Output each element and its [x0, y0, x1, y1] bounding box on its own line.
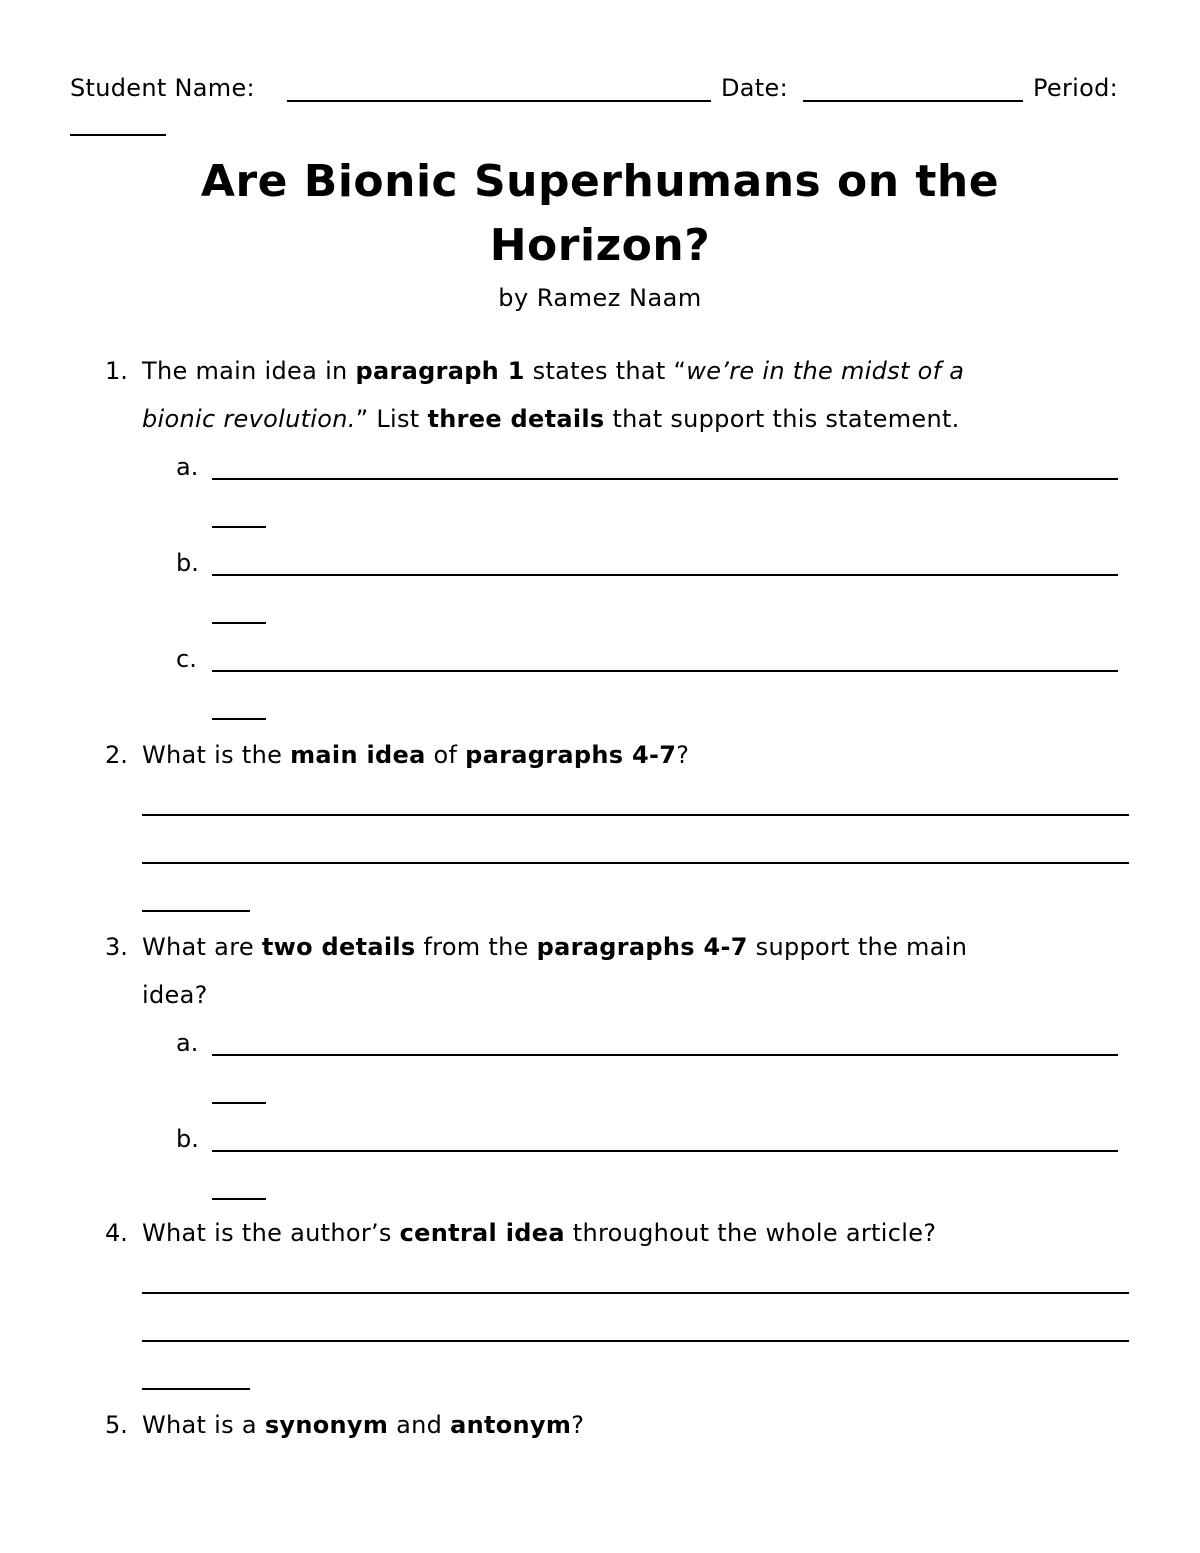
date-label: Date:	[721, 74, 788, 102]
answer-line[interactable]	[142, 862, 1129, 864]
author-byline: by Ramez Naam	[498, 284, 702, 312]
answer-line[interactable]	[212, 718, 266, 720]
answer-line[interactable]	[142, 814, 1129, 816]
question-number: 2.	[105, 741, 128, 769]
question-number: 4.	[105, 1219, 128, 1247]
answer-line[interactable]	[212, 478, 1118, 480]
question-text: What are two details from the paragraphs 4-7 support the main	[142, 933, 968, 961]
answer-line[interactable]	[212, 526, 266, 528]
subitem-label: a.	[176, 1029, 199, 1057]
answer-line[interactable]	[142, 1292, 1129, 1294]
subitem-label: c.	[176, 645, 197, 673]
answer-line[interactable]	[212, 1054, 1118, 1056]
answer-line[interactable]	[142, 1388, 250, 1390]
question-text-continued: idea?	[142, 981, 208, 1009]
period-blank[interactable]	[70, 134, 166, 136]
page-title-line-2: Horizon?	[489, 220, 711, 271]
question-text: What is the main idea of paragraphs 4-7?	[142, 741, 690, 769]
page-title-line-1: Are Bionic Superhumans on the	[200, 156, 1000, 207]
subitem-label: a.	[176, 453, 199, 481]
answer-line[interactable]	[212, 670, 1118, 672]
question-number: 3.	[105, 933, 128, 961]
subitem-label: b.	[176, 1125, 199, 1153]
answer-line[interactable]	[212, 1198, 266, 1200]
answer-line[interactable]	[212, 574, 1118, 576]
question-text-continued: bionic revolution.” List three details that support this statement.	[142, 405, 960, 433]
subitem-label: b.	[176, 549, 199, 577]
question-number: 1.	[105, 357, 128, 385]
answer-line[interactable]	[142, 1340, 1129, 1342]
question-text: The main idea in paragraph 1 states that “we’re in the midst of a	[142, 357, 965, 385]
period-label: Period:	[1033, 74, 1119, 102]
answer-line[interactable]	[212, 622, 266, 624]
question-number: 5.	[105, 1411, 128, 1439]
question-text: What is a synonym and antonym?	[142, 1411, 585, 1439]
student-name-label: Student Name:	[70, 74, 255, 102]
answer-line[interactable]	[212, 1102, 266, 1104]
answer-line[interactable]	[142, 910, 250, 912]
question-text: What is the author’s central idea throughout the whole article?	[142, 1219, 937, 1247]
student-name-blank[interactable]	[287, 100, 711, 102]
date-blank[interactable]	[803, 100, 1023, 102]
answer-line[interactable]	[212, 1150, 1118, 1152]
